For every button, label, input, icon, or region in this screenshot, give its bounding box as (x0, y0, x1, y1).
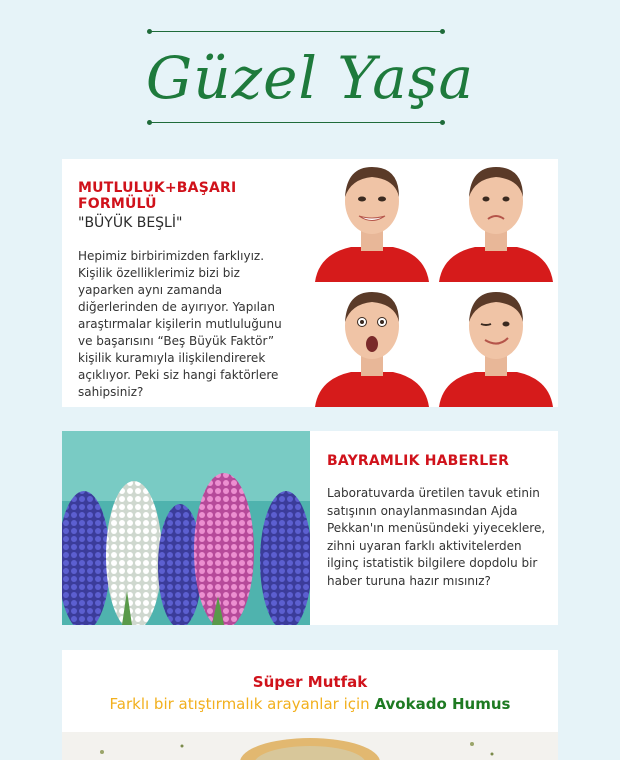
avocado-hummus-photo[interactable] (62, 732, 558, 760)
face-photo-wink (435, 284, 557, 407)
article-text-block (78, 180, 298, 401)
face-photo-surprised (311, 284, 433, 407)
article-kicker[interactable]: BAYRAMLIK HABERLER (327, 453, 510, 469)
article-body: Laboratuvarda üretilen tavuk etinin satışının onaylanmasından Ajda Pekkan'ın menüsündeki yiyeceklere, zihni uyaran farklı aktivitelerden ilginç istatistik bilgilere dopdolu bir haber turuna hazır mısınız? (327, 486, 546, 588)
subtitle-prefix: Farklı bir atıştırmalık arayanlar için (109, 695, 370, 713)
facial-expressions-photo[interactable] (310, 159, 558, 407)
face-photo-smile (311, 159, 433, 282)
article-body: Hepimiz birbirimizden farklıyız. Kişilik özelliklerimiz bizi biz yaparken aynı zamanda diğerlerinden de ayırıyor. Yapılan araştırmalar kişilerin mutluluğunu ve başarısını “Beş Büyük Faktör” kişilik kuramıyla ilişkilendirerek açıklıyor. Peki siz hangi faktörlere sahipsiniz? (78, 249, 282, 399)
article-subtitle: "BÜYÜK BEŞLİ" (78, 215, 183, 231)
article-text-block (327, 453, 547, 590)
hyacinth-flowers-photo[interactable] (62, 431, 310, 625)
article-title[interactable]: Süper Mutfak (252, 673, 368, 691)
article-subtitle (62, 695, 558, 713)
article-card-super-kitchen[interactable] (62, 650, 558, 760)
masthead-top-rule (149, 31, 443, 32)
masthead-bottom-rule (149, 122, 443, 123)
subtitle-highlight: Avokado Humus (374, 695, 511, 713)
brand-logo[interactable]: Güzel Yaşa (145, 44, 475, 112)
face-photo-pout (435, 159, 557, 282)
article-card-big-five[interactable] (62, 159, 558, 407)
article-card-holiday-news[interactable] (62, 431, 558, 625)
article-kicker[interactable]: MUTLULUK+BAŞARI FORMÜLÜ (78, 180, 237, 212)
newsletter-masthead (0, 0, 620, 150)
